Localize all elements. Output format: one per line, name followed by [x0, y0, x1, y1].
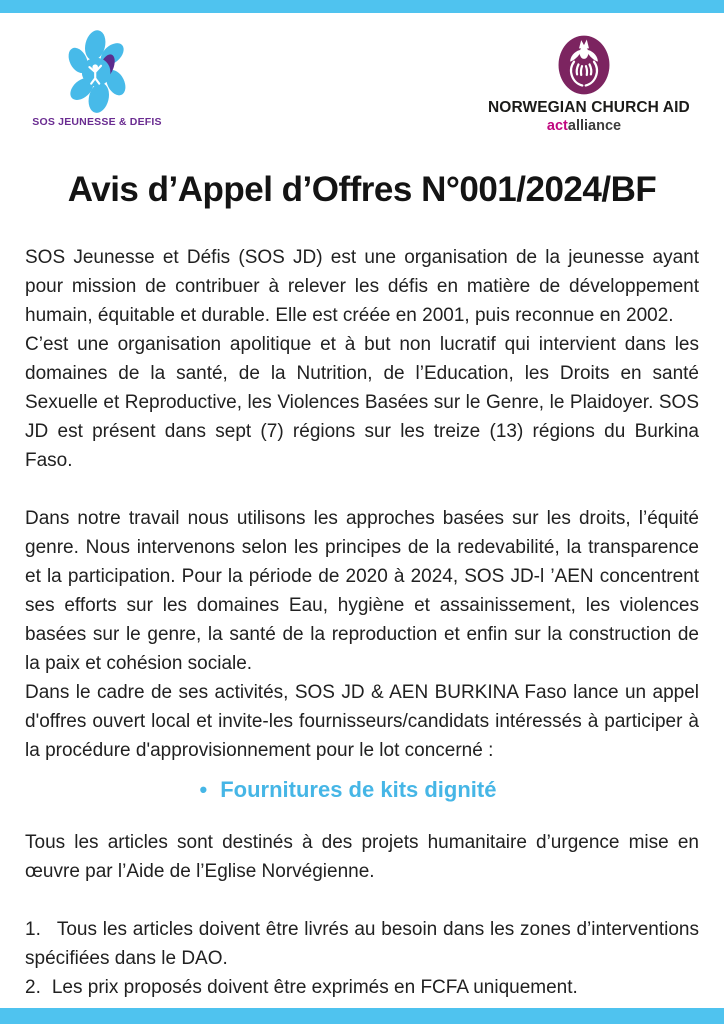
paragraph-intro-2: C’est une organisation apolitique et à but non lucratif qui intervient dans les domaines de la santé, de la Nutrition, de l’Education, les Droits en santé Sexuelle et Reproductive, les Violences Basées sur le Genre, le Plaidoyer. SOS JD est présent dans sept (7) régions sur les treize (13) régions du Burkina Faso. — [25, 334, 699, 471]
paragraph-intro-1: SOS Jeunesse et Défis (SOS JD) est une organisation de la jeunesse ayant pour mission de contribuer à relever les défis en matière de développement humain, équitable et durable. Elle est créée en 2001, puis reconnue en 2002. — [25, 247, 699, 326]
paragraph-approach: Dans notre travail nous utilisons les approches basées sur les droits, l’équité genre. Nous intervenons selon les principes de la redevabilité, la transparence et la participation. Pour la période de 2020 à 2024, SOS JD-l ’AEN concentrent ses efforts sur les domaines Eau, hygiène et assainissement, les violences basées sur le genre, la santé de la reproduction et enfin sur la construction de la paix et cohésion sociale. — [25, 508, 699, 674]
nca-logo-block — [488, 34, 690, 134]
paragraph-destination: Tous les articles sont destinés à des projets humanitaire d’urgence mise en œuvre par l’Aide de l’Eglise Norvégienne. — [25, 832, 699, 882]
alliance-text: alliance — [567, 118, 622, 134]
list-item-1 — [25, 915, 699, 973]
paragraph-tender-announcement: Dans le cadre de ses activités, SOS JD & AEN BURKINA Faso lance un appel d'offres ouvert local et invite-les fournisseurs/candidats intéressés à participer à la procédure d'approvisionnement pour le lot concerné : — [25, 682, 699, 761]
act-text: act — [546, 118, 568, 134]
sos-jd-logo-caption: SOS JEUNESSE & DEFIS — [32, 116, 162, 128]
list-item-2-text: Les prix proposés doivent être exprimés en FCFA uniquement. — [51, 977, 578, 998]
list-item-2-number: 2. — [25, 977, 41, 998]
sos-jd-logo-block — [32, 30, 162, 128]
lot-label: Fournitures de kits dignité — [220, 777, 497, 802]
sos-jd-logo-icon — [50, 30, 144, 114]
bullet-dot: • — [199, 777, 208, 802]
page-title: Avis d’Appel d’Offres N°001/2024/BF — [67, 170, 657, 209]
list-item-1-text: Tous les articles doivent être livrés au besoin dans les zones d’interventions spécifiées dans le DAO. — [25, 919, 699, 969]
lot-bullet-line — [11, 775, 685, 804]
nca-logo-icon — [556, 34, 612, 96]
top-border-bar — [0, 0, 724, 13]
nca-logo-name: NORWEGIAN CHURCH AID — [488, 99, 690, 116]
list-item-2 — [25, 973, 699, 1002]
bottom-border-bar — [0, 1008, 724, 1024]
actalliance-wordmark — [488, 118, 680, 134]
list-item-1-number: 1. — [25, 919, 41, 940]
document-body — [25, 243, 699, 1002]
header — [0, 26, 724, 136]
